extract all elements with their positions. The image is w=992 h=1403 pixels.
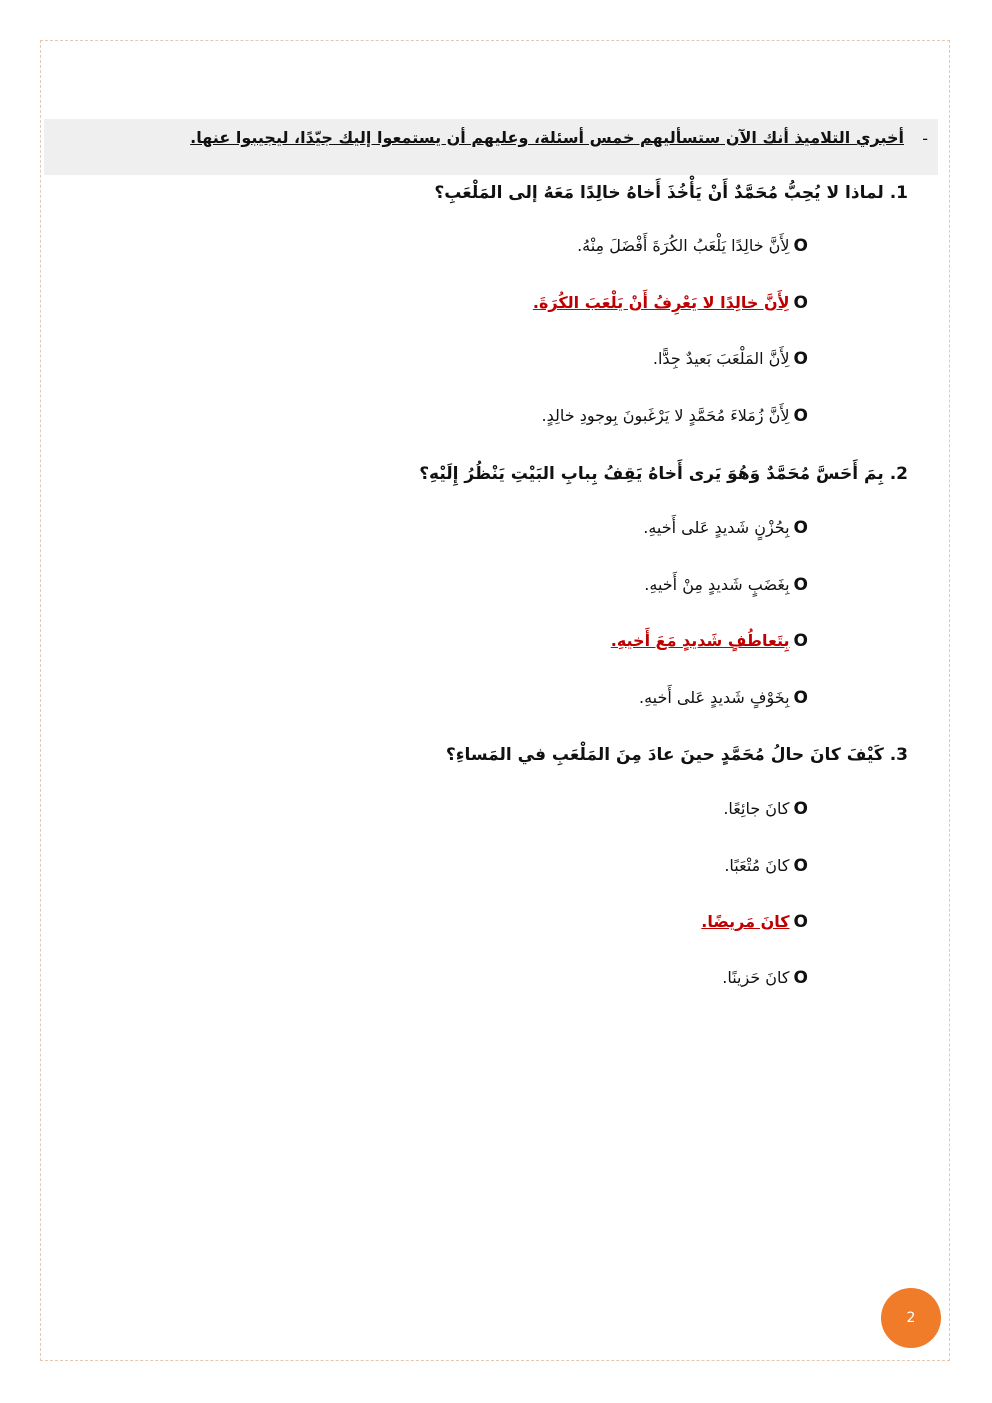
question-3-option-2[interactable] (388, 854, 808, 878)
question-1-option-3[interactable] (388, 347, 808, 371)
question-2-option-1[interactable] (388, 516, 808, 540)
question-text: كَيْفَ كانَ حالُ مُحَمَّدٍ حينَ عادَ مِنَ المَلْعَبِ في المَساءِ؟ (445, 745, 884, 765)
option-text: لِأَنَّ زُمَلاءَ مُحَمَّدٍ لا يَرْغَبونَ بِوجودِ خالِدٍ. (541, 406, 790, 425)
correct-answer-text: بِتَعاطُفٍ شَديدٍ مَعَ أَخيهِ. (610, 631, 790, 650)
question-3-option-4[interactable] (388, 966, 808, 990)
option-marker-icon: O (793, 293, 808, 313)
option-marker-icon: O (793, 518, 808, 538)
question-3 (348, 742, 908, 768)
question-2 (348, 461, 908, 487)
option-marker-icon: O (793, 856, 808, 876)
option-text: بِحُزْنٍ شَديدٍ عَلى أَخيهِ. (643, 518, 790, 537)
question-2-option-2[interactable] (388, 573, 808, 597)
correct-answer-text: كانَ مَريضًا. (701, 912, 790, 931)
option-marker-icon: O (793, 236, 808, 256)
option-marker-icon: O (793, 575, 808, 595)
question-number: 1. (889, 183, 908, 203)
instruction-text: أخبري التلاميذ أنك الآن ستسأليهم خمس أسئلة، وعليهم أن يستمعوا إليك جيّدًا، ليجيبوا عنها. (190, 128, 904, 147)
option-text: لِأَنَّ خالِدًا يَلْعَبُ الكُرَةَ أَفْضَلَ مِنْهُ. (577, 236, 790, 255)
option-marker-icon: O (793, 406, 808, 426)
question-1 (348, 180, 908, 206)
question-3-option-1[interactable] (388, 797, 808, 821)
option-text: كانَ مُتْعَبًا. (724, 856, 790, 875)
option-marker-icon: O (793, 688, 808, 708)
instruction-bullet: - (922, 129, 928, 148)
instruction-box (44, 119, 938, 175)
option-marker-icon: O (793, 968, 808, 988)
question-text: لماذا لا يُحِبُّ مُحَمَّدٌ أَنْ يَأْخُذَ أَخاهُ خالِدًا مَعَهُ إلى المَلْعَبِ؟ (434, 183, 884, 203)
question-number: 3. (889, 745, 908, 765)
question-1-option-4[interactable] (388, 404, 808, 428)
question-1-option-1[interactable] (388, 234, 808, 258)
question-2-option-3[interactable] (388, 629, 808, 653)
question-2-option-4[interactable] (388, 686, 808, 710)
question-3-option-3[interactable] (388, 910, 808, 934)
option-marker-icon: O (793, 349, 808, 369)
option-marker-icon: O (793, 631, 808, 651)
question-1-option-2[interactable] (388, 291, 808, 315)
option-marker-icon: O (793, 912, 808, 932)
option-text: لِأَنَّ المَلْعَبَ بَعيدٌ جِدًّا. (652, 349, 790, 368)
option-text: كانَ حَزينًا. (722, 968, 790, 987)
option-text: بِخَوْفٍ شَديدٍ عَلى أَخيهِ. (638, 688, 790, 707)
page-number-badge: 2 (881, 1288, 941, 1348)
option-text: كانَ جائِعًا. (723, 799, 790, 818)
option-marker-icon: O (793, 799, 808, 819)
correct-answer-text: لِأَنَّ خالِدًا لا يَعْرِفُ أَنْ يَلْعَبَ الكُرَةَ. (532, 293, 790, 312)
option-text: بِغَضَبٍ شَديدٍ مِنْ أَخيهِ. (644, 575, 790, 594)
question-number: 2. (889, 464, 908, 484)
question-text: بِمَ أَحَسَّ مُحَمَّدٌ وَهُوَ يَرى أَخاهُ يَقِفُ بِبابِ البَيْتِ يَنْظُرُ إِلَيْهِ؟ (419, 464, 884, 484)
